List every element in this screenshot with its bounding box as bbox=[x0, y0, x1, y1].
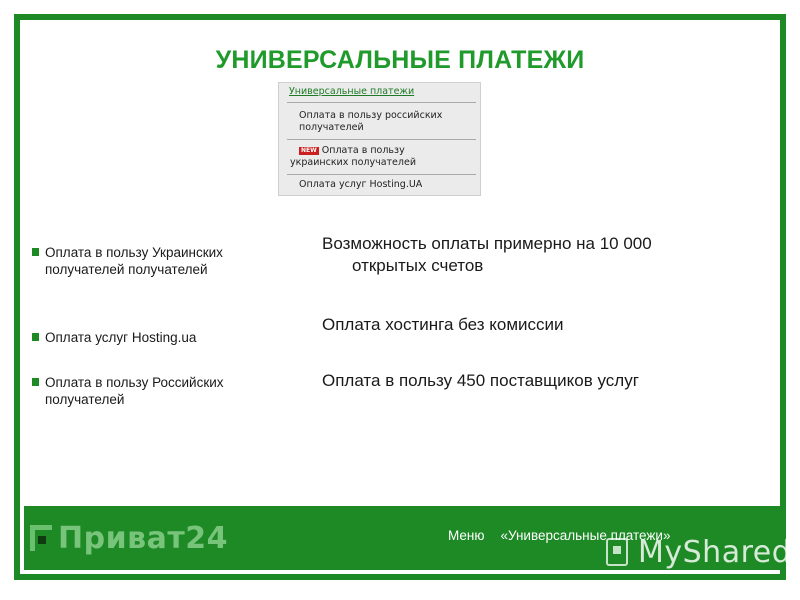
menu-divider bbox=[287, 139, 476, 140]
menu-item-label: получателей bbox=[299, 122, 364, 133]
bullet-square-icon bbox=[32, 378, 39, 386]
watermark-text: MyShared bbox=[638, 534, 792, 570]
point-line: Оплата в пользу 450 поставщиков услуг bbox=[322, 371, 639, 390]
bullet-line: Оплата в пользу Украинских bbox=[45, 245, 223, 260]
menu-item-hosting[interactable] bbox=[299, 179, 472, 191]
bullet-line: Оплата услуг Hosting.ua bbox=[45, 330, 197, 345]
menu-header-link[interactable]: Универсальные платежи bbox=[289, 86, 415, 97]
point-line: Возможность оплаты примерно на 10 000 bbox=[322, 234, 652, 253]
privat24-logo-icon bbox=[30, 525, 52, 551]
new-badge: NEW bbox=[301, 147, 317, 154]
bullet-line: Оплата в пользу Российских bbox=[45, 375, 224, 390]
bullet-line: получателей bbox=[45, 392, 125, 407]
bullet-item-russian bbox=[32, 374, 272, 408]
menu-divider bbox=[287, 174, 476, 175]
footer-menu-quote: «Универсальные платежи» bbox=[500, 528, 671, 543]
point-line: открытых счетов bbox=[352, 256, 484, 275]
logo-text: Приват24 bbox=[58, 520, 228, 556]
menu-item-russian[interactable] bbox=[299, 110, 472, 134]
myshared-watermark bbox=[606, 532, 791, 572]
slide-title: УНИВЕРСАЛЬНЫЕ ПЛАТЕЖИ bbox=[215, 46, 585, 74]
point-accounts bbox=[322, 233, 652, 277]
bullet-square-icon bbox=[32, 248, 39, 256]
point-hosting bbox=[322, 314, 564, 336]
myshared-logo-icon bbox=[606, 538, 628, 566]
point-providers bbox=[322, 370, 639, 392]
point-line: Оплата хостинга без комиссии bbox=[322, 315, 564, 334]
menu-screenshot bbox=[278, 82, 481, 196]
menu-item-label: украинских получателей bbox=[290, 157, 416, 168]
menu-item-label: Оплата услуг Hosting.UA bbox=[299, 179, 423, 190]
privat24-logo bbox=[30, 520, 228, 556]
menu-divider bbox=[287, 102, 476, 103]
bullet-item-hosting bbox=[32, 329, 272, 346]
menu-item-label: Оплата в пользу российских bbox=[299, 110, 443, 121]
bullet-square-icon bbox=[32, 333, 39, 341]
bullet-line: получателей получателей bbox=[45, 262, 208, 277]
menu-item-label: Оплата в пользу bbox=[321, 145, 405, 156]
menu-item-ukrainian[interactable] bbox=[290, 145, 472, 169]
bullet-item-ukrainian bbox=[32, 244, 272, 278]
footer-menu-word: Меню bbox=[448, 528, 485, 543]
